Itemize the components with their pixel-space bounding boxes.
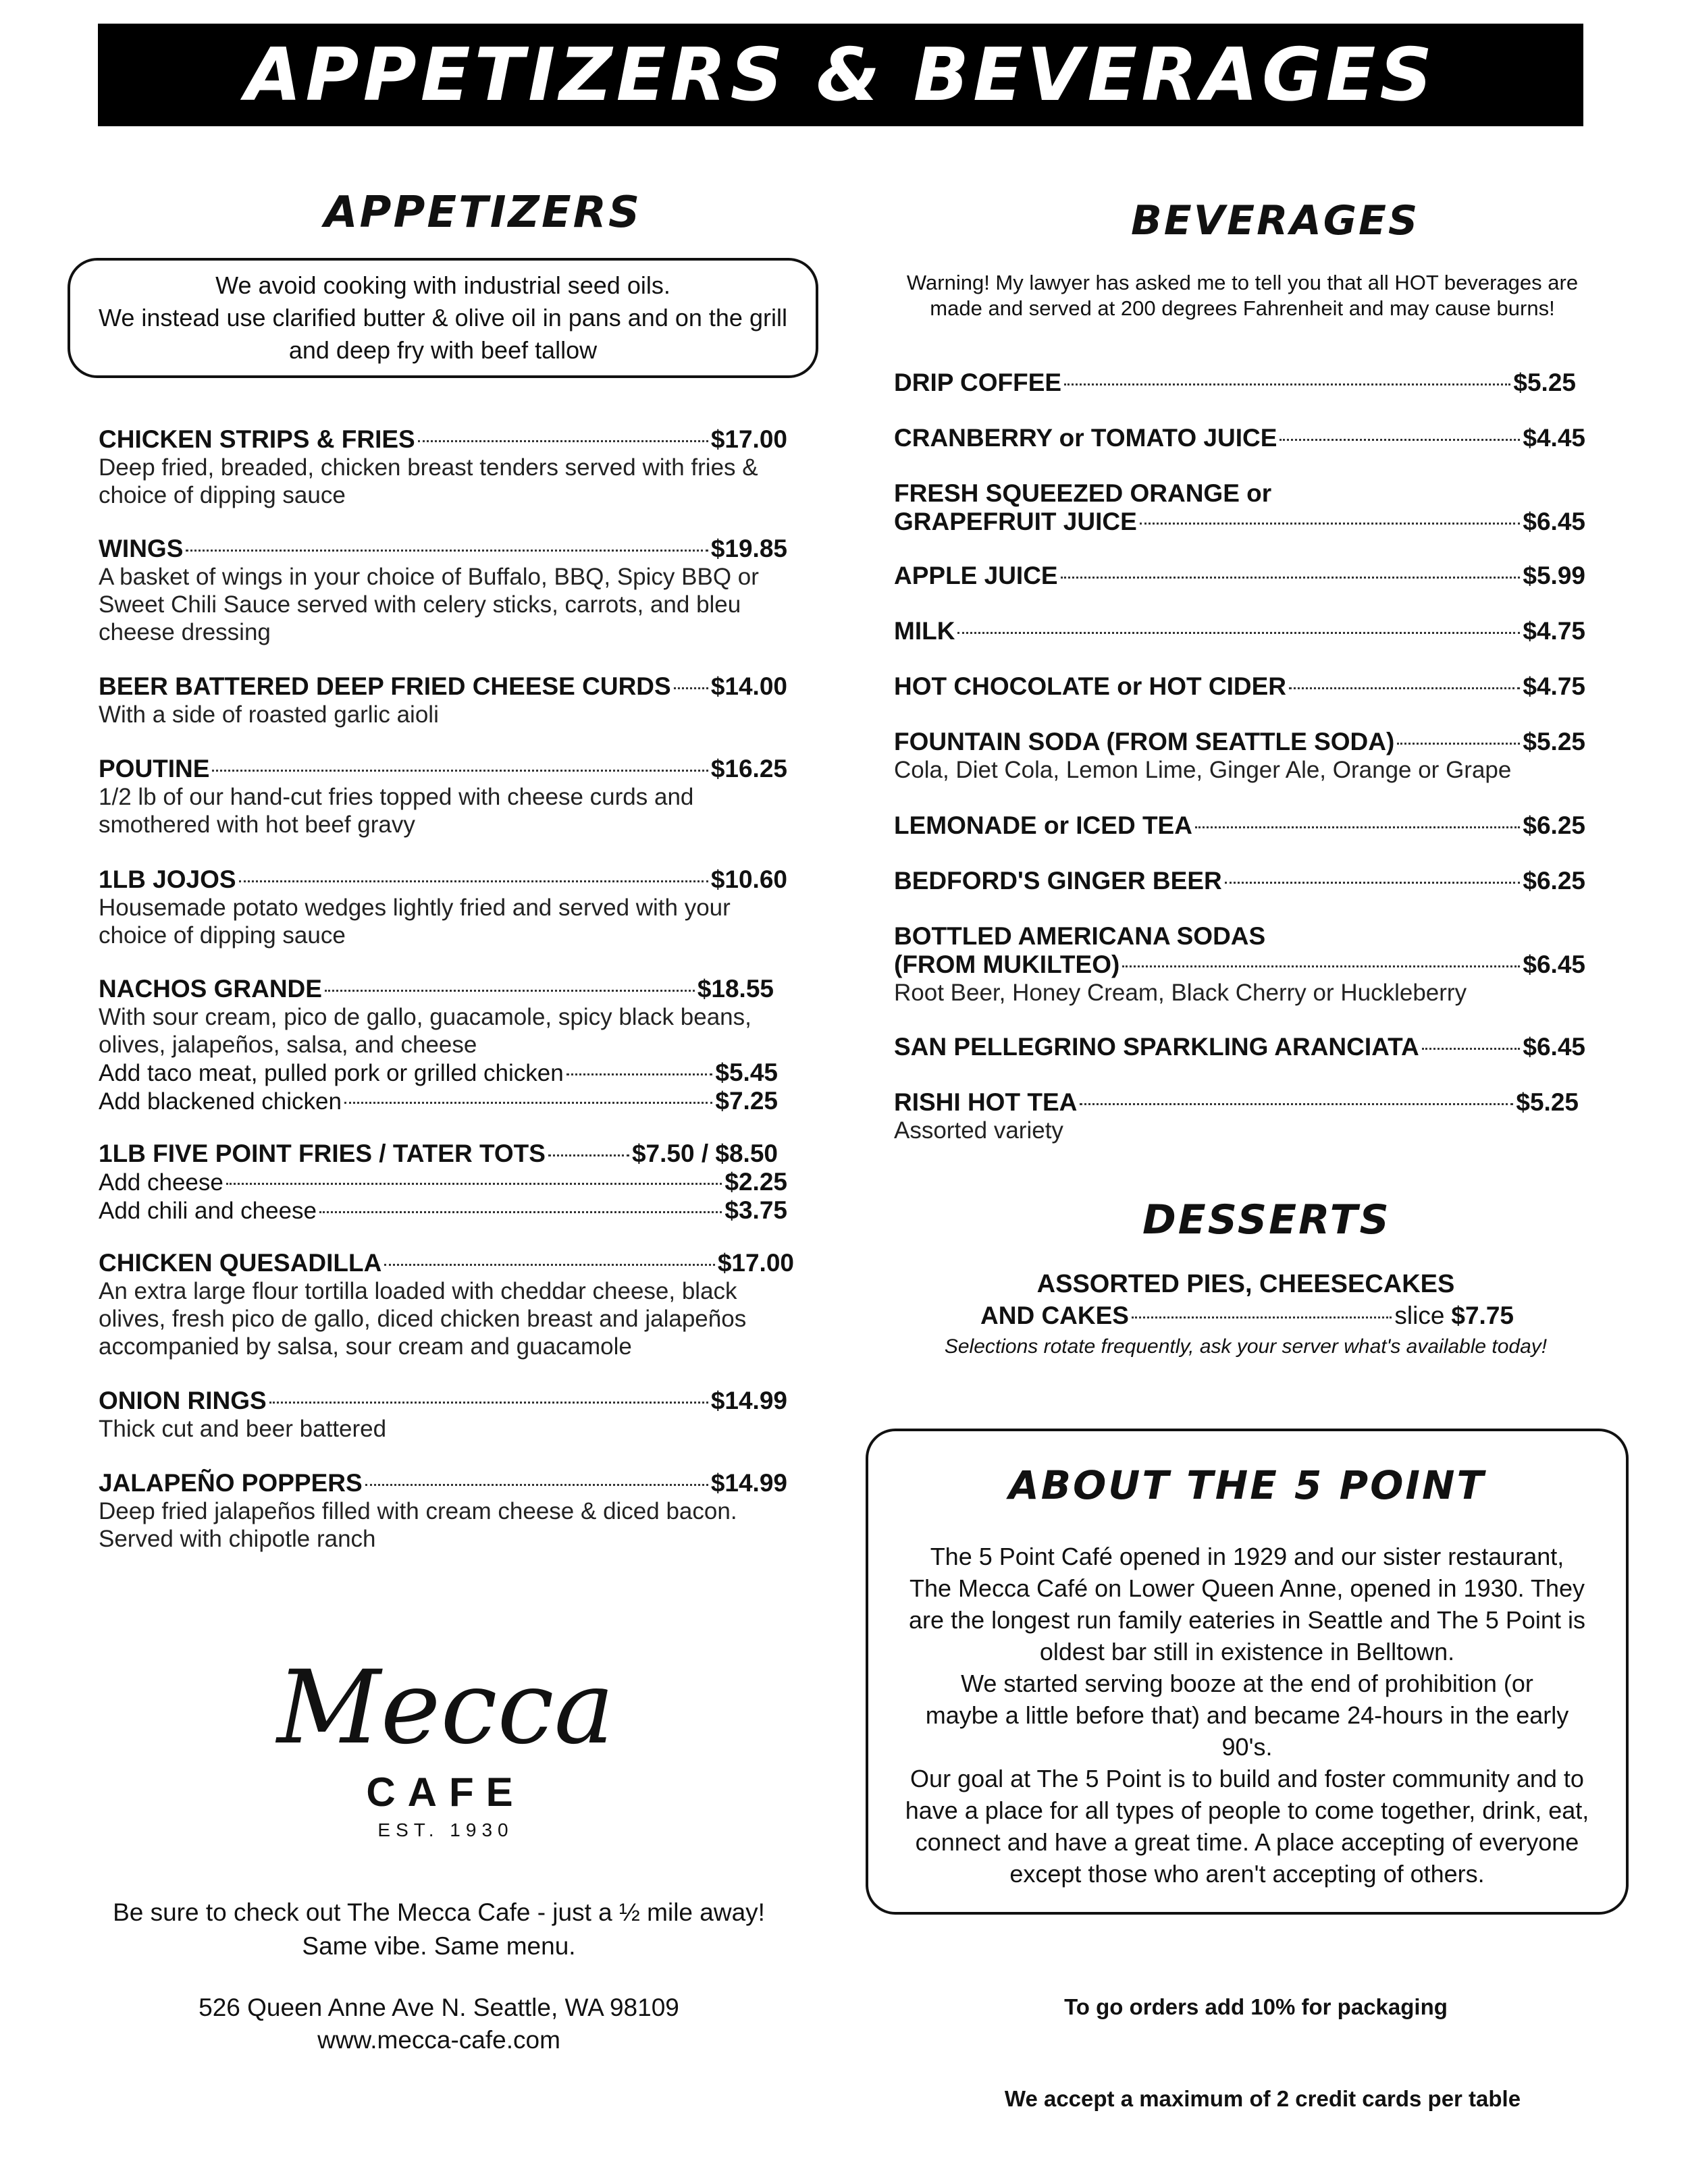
desserts-heading: DESSERTS [1142, 1196, 1391, 1244]
bev-rishi-tea [894, 1088, 1579, 1144]
about-line: We started serving booze at the end of prohibition (or [961, 1670, 1533, 1697]
item-price: $5.25 [1516, 1088, 1579, 1116]
add-on-price: $3.75 [724, 1196, 787, 1224]
item-price: $16.25 [710, 755, 787, 782]
item-name-line1: FRESH SQUEEZED ORANGE or [894, 479, 1272, 507]
bev-apple-juice [894, 562, 1585, 590]
hot-beverage-warning: Warning! My lawyer has asked me to tell you that all HOT beverages are made and served at 200 degrees Fahrenheit and may cause burns! [906, 271, 1579, 320]
menu-item-jojos [99, 865, 787, 949]
about-box [866, 1429, 1629, 1915]
note-line: We avoid cooking with industrial seed oils. [215, 271, 670, 299]
item-price: $14.00 [710, 672, 787, 700]
page-title: APPETIZERS & BEVERAGES [244, 32, 1437, 117]
item-name: SAN PELLEGRINO SPARKLING ARANCIATA [894, 1033, 1419, 1061]
about-heading: ABOUT THE 5 POINT [1008, 1462, 1486, 1508]
logo-script: Mecca [277, 1649, 614, 1767]
item-name: CRANBERRY or TOMATO JUICE [894, 424, 1277, 452]
item-price: $6.25 [1523, 867, 1585, 895]
mecca-address [95, 1992, 783, 2056]
menu-item-chicken-strips [99, 425, 787, 509]
about-line: The 5 Point Café opened in 1929 and our sister restaurant, [930, 1543, 1564, 1570]
address-text: 526 Queen Anne Ave N. Seattle, WA 98109 [199, 1994, 679, 2021]
logo-word: CAFE [366, 1769, 525, 1815]
bev-drip-coffee [894, 369, 1576, 397]
appetizers-heading: APPETIZERS [324, 188, 642, 238]
bev-ginger-beer [894, 867, 1585, 895]
item-name: BEDFORD'S GINGER BEER [894, 867, 1222, 895]
slice-label: slice [1394, 1302, 1445, 1329]
note-line: We instead use clarified butter & olive oil in pans and on the grill [99, 304, 787, 331]
item-price: $7.50 / $8.50 [631, 1140, 778, 1167]
about-line: oldest bar still in existence in Belltown. [1039, 1638, 1455, 1666]
add-on-price: $5.45 [715, 1059, 778, 1086]
item-name: (FROM MUKILTEO) [894, 951, 1120, 978]
about-line: Our goal at The 5 Point is to build and foster community and to [910, 1765, 1584, 1792]
promo-line: Same vibe. Same menu. [302, 1932, 576, 1960]
menu-item-quesadilla [99, 1249, 794, 1360]
dessert-item [980, 1302, 1514, 1330]
item-name: RISHI HOT TEA [894, 1088, 1078, 1116]
item-price: $14.99 [710, 1387, 787, 1414]
item-price: $6.45 [1523, 508, 1585, 535]
item-price: $4.75 [1523, 672, 1585, 700]
item-name: 1LB FIVE POINT FRIES / TATER TOTS [99, 1140, 546, 1167]
item-price: $17.00 [717, 1249, 794, 1277]
item-desc: Deep fried, breaded, chicken breast tenders served with fries & choice of dipping sauce [99, 454, 758, 508]
about-line: are the longest run family eateries in Seattle and The 5 Point is [909, 1606, 1585, 1634]
add-on-label: Add cheese [99, 1169, 223, 1196]
menu-item-poutine [99, 755, 787, 838]
item-price: $6.45 [1523, 951, 1585, 978]
add-on-price: $2.25 [724, 1168, 787, 1196]
mecca-promo [95, 1896, 783, 1963]
item-price: $7.75 [1451, 1302, 1514, 1329]
item-price: $17.00 [710, 425, 787, 453]
item-price: $5.99 [1523, 562, 1585, 589]
item-price: $5.25 [1513, 369, 1576, 396]
item-name: NACHOS GRANDE [99, 975, 322, 1003]
item-name: HOT CHOCOLATE or HOT CIDER [894, 672, 1287, 700]
item-name: APPLE JUICE [894, 562, 1058, 589]
item-price: $18.55 [697, 975, 774, 1003]
about-line: except those who aren't accepting of others. [1009, 1860, 1485, 1888]
menu-item-onion-rings [99, 1387, 787, 1443]
menu-item-jalapeno-poppers [99, 1469, 787, 1553]
item-price: $10.60 [710, 865, 787, 893]
add-on-label: Add taco meat, pulled pork or grilled chicken [99, 1060, 564, 1086]
about-line: The Mecca Café on Lower Queen Anne, opened in 1930. They [909, 1574, 1585, 1602]
to-go-note: To go orders add 10% for packaging [1064, 1994, 1448, 2019]
menu-item-wings [99, 535, 787, 646]
add-on-label: Add chili and cheese [99, 1198, 317, 1224]
item-desc: With a side of roasted garlic aioli [99, 701, 439, 728]
note-line: and deep fry with beef tallow [288, 336, 598, 364]
mecca-cafe-logo [243, 1649, 648, 1870]
item-price: $6.45 [1523, 1033, 1585, 1061]
add-on-price: $7.25 [715, 1087, 778, 1115]
bev-americana-sodas [894, 922, 1585, 1007]
item-price: $6.25 [1523, 811, 1585, 839]
bev-lemonade [894, 811, 1585, 840]
item-name: CHICKEN QUESADILLA [99, 1249, 382, 1277]
item-name: WINGS [99, 535, 184, 562]
bev-cranberry-tomato [894, 424, 1585, 452]
item-name: GRAPEFRUIT JUICE [894, 508, 1137, 535]
menu-item-cheese-curds [99, 672, 787, 728]
logo-est: EST. 1930 [377, 1819, 514, 1840]
add-on-label: Add blackened chicken [99, 1088, 342, 1115]
item-price: $5.25 [1523, 728, 1585, 755]
item-price: $19.85 [710, 535, 787, 562]
item-name: POUTINE [99, 755, 210, 782]
item-name: MILK [894, 617, 955, 645]
item-name: CHICKEN STRIPS & FRIES [99, 425, 415, 453]
item-price: $4.75 [1523, 617, 1585, 645]
item-name: AND CAKES [980, 1302, 1129, 1329]
item-name: 1LB JOJOS [99, 865, 236, 893]
item-desc: A basket of wings in your choice of Buffalo, BBQ, Spicy BBQ or Sweet Chili Sauce served with celery sticks, carrots, and bleu cheese dressing [99, 564, 759, 645]
bev-milk [894, 617, 1585, 645]
about-line: have a place for all types of people to come together, drink, eat, [905, 1796, 1589, 1824]
bev-san-pellegrino [894, 1033, 1585, 1061]
website-link[interactable]: www.mecca-cafe.com [317, 2026, 560, 2054]
item-desc: Deep fried jalapeños filled with cream cheese & diced bacon. Served with chipotle ranch [99, 1498, 737, 1552]
item-desc: With sour cream, pico de gallo, guacamole, spicy black beans, olives, jalapeños, salsa, and cheese [99, 1004, 751, 1058]
bev-fountain-soda [894, 728, 1585, 784]
item-desc: Cola, Diet Cola, Lemon Lime, Ginger Ale, Orange or Grape [894, 757, 1512, 783]
item-name: FOUNTAIN SODA (FROM SEATTLE SODA) [894, 728, 1395, 755]
item-desc: 1/2 lb of our hand-cut fries topped with cheese curds and smothered with hot beef gravy [99, 784, 694, 838]
about-line: connect and have a great time. A place accepting of everyone [915, 1828, 1579, 1856]
item-name: DRIP COFFEE [894, 369, 1062, 396]
item-name: ONION RINGS [99, 1387, 267, 1414]
about-text [882, 1541, 1612, 1890]
item-name: LEMONADE or ICED TEA [894, 811, 1192, 839]
about-line: maybe a little before that) and became 24-hours in the early [925, 1701, 1569, 1729]
item-name: BEER BATTERED DEEP FRIED CHEESE CURDS [99, 672, 671, 700]
bev-orange-grapefruit [894, 479, 1585, 536]
item-desc: Assorted variety [894, 1117, 1063, 1144]
promo-line: Be sure to check out The Mecca Cafe - just a ½ mile away! [113, 1898, 765, 1926]
item-desc: Housemade potato wedges lightly fried and served with your choice of dipping sauce [99, 895, 731, 949]
about-line: 90's. [1221, 1733, 1273, 1761]
item-name: JALAPEÑO POPPERS [99, 1469, 363, 1497]
item-price: $4.45 [1523, 424, 1585, 452]
menu-item-fries-tots [99, 1140, 787, 1225]
title-banner [98, 24, 1583, 126]
item-desc: An extra large flour tortilla loaded with cheddar cheese, black olives, fresh pico de gallo, diced chicken breast and jalapeños accompanied by salsa, sour cream and guacamole [99, 1278, 747, 1360]
seed-oil-note [68, 258, 818, 378]
desserts-note: Selections rotate frequently, ask your server what's available today! [944, 1335, 1548, 1358]
item-price: $14.99 [710, 1469, 787, 1497]
item-desc: Root Beer, Honey Cream, Black Cherry or Huckleberry [894, 980, 1467, 1006]
bev-hot-chocolate [894, 672, 1585, 701]
beverages-heading: BEVERAGES [1131, 197, 1420, 244]
desserts-line1: ASSORTED PIES, CHEESECAKES [1036, 1270, 1455, 1298]
item-desc: Thick cut and beer battered [99, 1416, 387, 1442]
menu-item-nachos [99, 975, 778, 1115]
item-name-line1: BOTTLED AMERICANA SODAS [894, 922, 1266, 950]
credit-card-note: We accept a maximum of 2 credit cards per table [1004, 2086, 1521, 2111]
